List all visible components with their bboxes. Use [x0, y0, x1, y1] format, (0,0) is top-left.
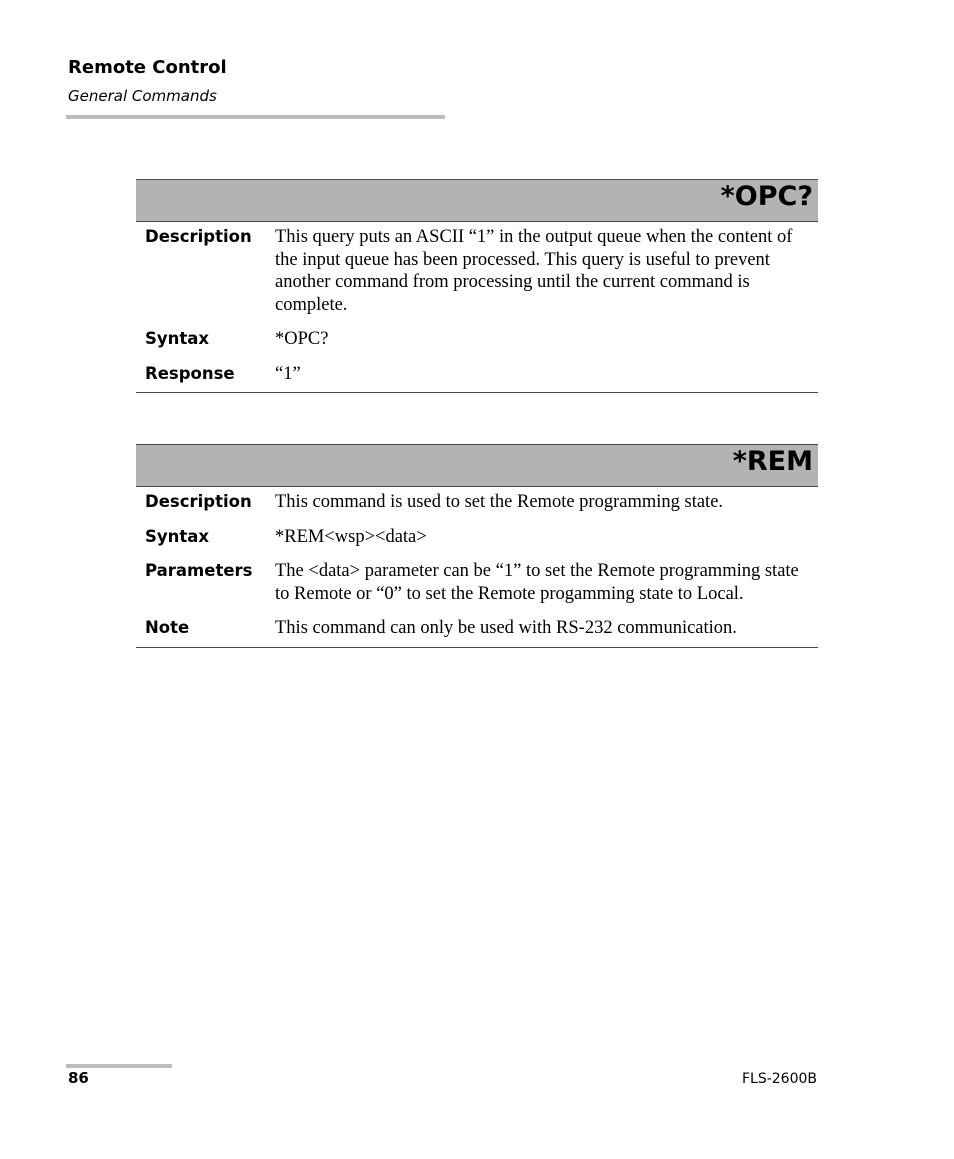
- row-value: “1”: [275, 363, 301, 384]
- command-block-rem: [136, 444, 818, 648]
- command-details: [136, 222, 818, 393]
- row-value: *REM<wsp><data>: [275, 526, 427, 547]
- footer-divider: [66, 1064, 172, 1068]
- subsection-title: General Commands: [68, 87, 217, 105]
- row-label: Description: [145, 227, 252, 246]
- header-divider: [66, 115, 445, 119]
- row-label: Parameters: [145, 561, 253, 580]
- row-value: This command is used to set the Remote programming state.: [275, 492, 724, 512]
- detail-row-syntax: [136, 328, 818, 351]
- command-name: *REM: [732, 446, 813, 477]
- row-label: Response: [145, 363, 235, 383]
- row-value: This query puts an ASCII “1” in the output queue when the content of the input queue has been processed. This query is useful to prevent another command from processing until the current command is complete.: [275, 227, 793, 315]
- command-details: [136, 487, 818, 648]
- command-name: *OPC?: [720, 181, 813, 212]
- command-header: [136, 444, 818, 487]
- command-block-opc: [136, 179, 818, 393]
- row-label: Syntax: [145, 329, 210, 348]
- detail-row-response: [136, 363, 818, 386]
- command-header: [136, 179, 818, 222]
- detail-row-description: [136, 491, 818, 514]
- row-label: Syntax: [145, 526, 210, 546]
- row-label: Description: [145, 492, 252, 511]
- row-label: Note: [145, 618, 190, 637]
- page-number: 86: [68, 1069, 89, 1087]
- product-name: FLS-2600B: [741, 1071, 817, 1087]
- detail-row-parameters: [136, 560, 818, 605]
- row-value: *OPC?: [275, 329, 329, 349]
- section-title: Remote Control: [68, 57, 227, 78]
- detail-row-syntax: [136, 526, 818, 549]
- detail-row-description: [136, 226, 818, 316]
- row-value: This command can only be used with RS-232 communication.: [275, 618, 737, 638]
- detail-row-note: [136, 617, 818, 640]
- row-value: The <data> parameter can be “1” to set the Remote programming state to Remote or “0” to set the Remote progamming state to Local.: [275, 561, 799, 604]
